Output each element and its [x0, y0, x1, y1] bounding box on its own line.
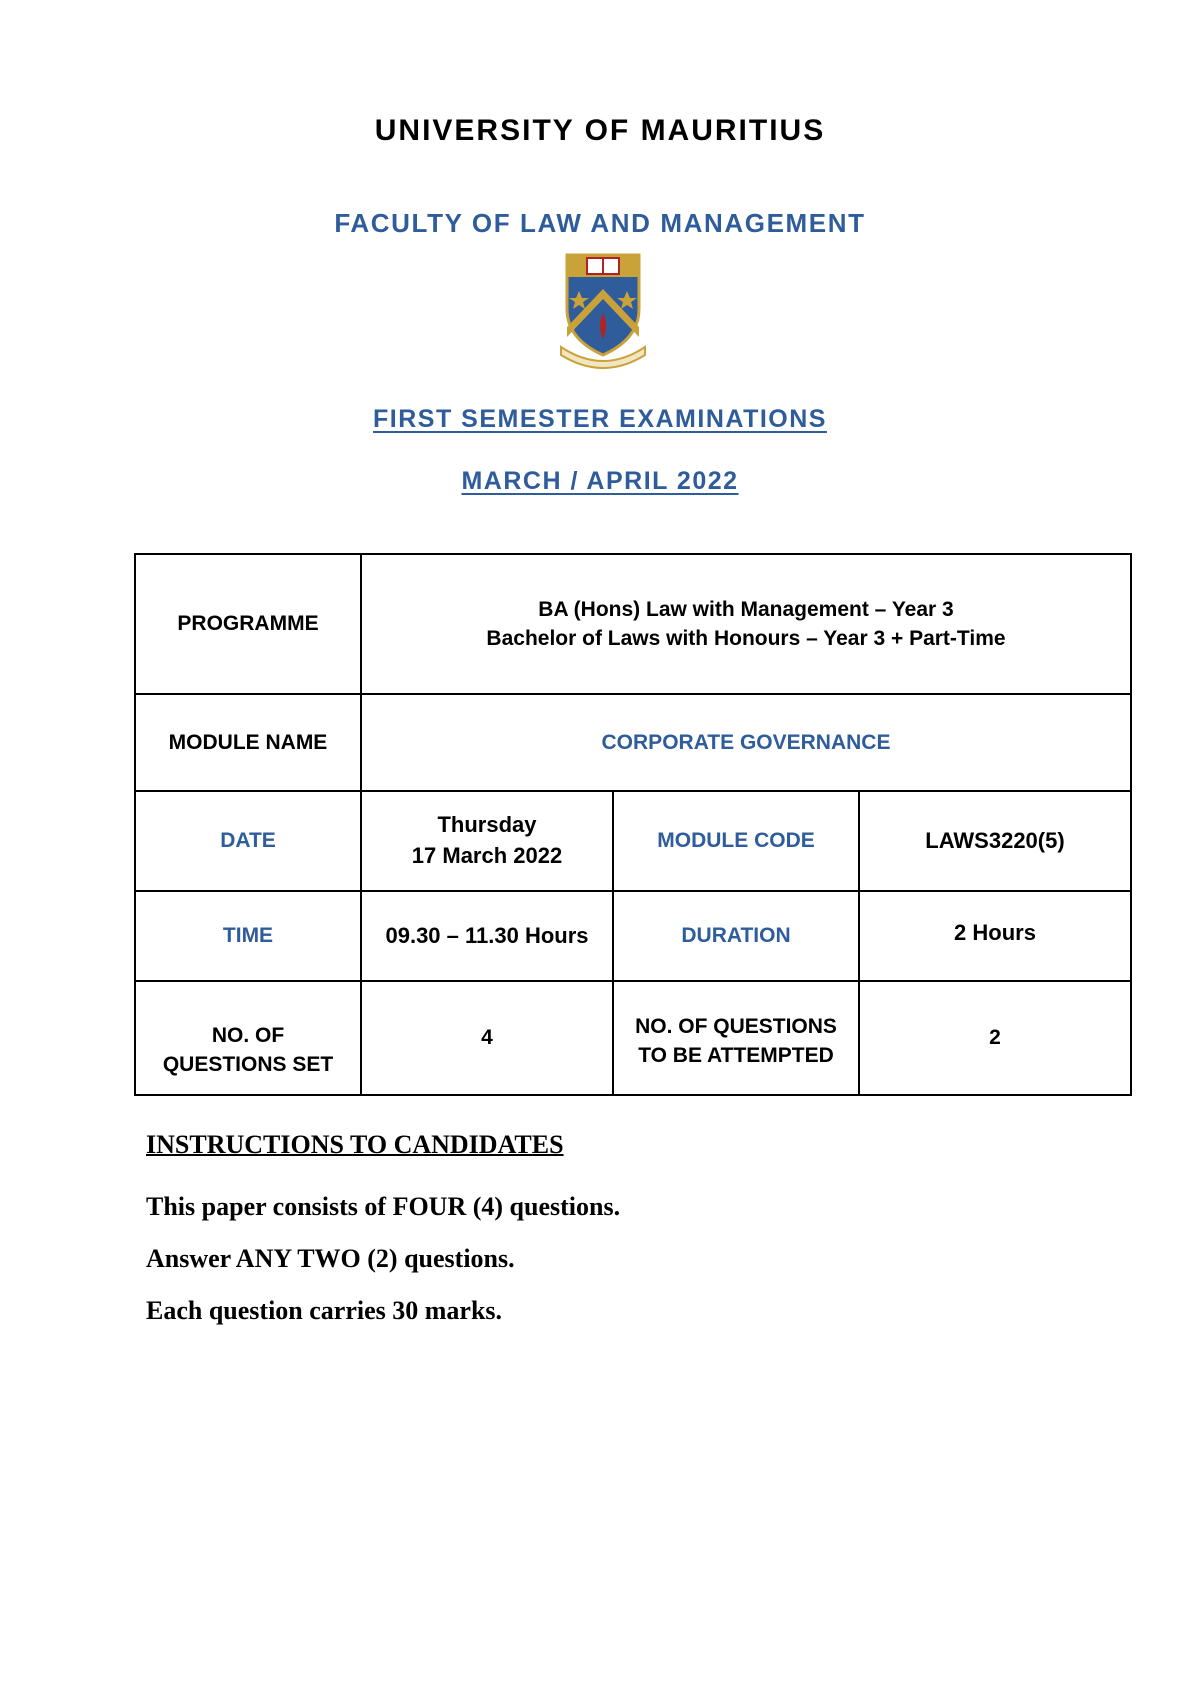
university-title: UNIVERSITY OF MAURITIUS: [374, 114, 826, 147]
instruction-line: Answer ANY TWO (2) questions.: [146, 1244, 515, 1273]
programme-line: Bachelor of Laws with Honours – Year 3 + Part-Time: [486, 627, 1006, 650]
time-row: [135, 891, 1131, 981]
instructions-heading: INSTRUCTIONS TO CANDIDATES: [146, 1130, 564, 1159]
module-name-label: MODULE NAME: [135, 694, 361, 791]
time-value: 09.30 – 11.30 Hours: [361, 891, 613, 981]
module-code-value: LAWS3220(5): [859, 791, 1131, 891]
programme-value: [361, 554, 1131, 694]
module-code-label: MODULE CODE: [613, 791, 859, 891]
exam-info-table: [134, 553, 1132, 1096]
programme-label: PROGRAMME: [135, 554, 361, 694]
instructions-section: [146, 1130, 620, 1348]
date-label: DATE: [135, 791, 361, 891]
questions-attempt-value: 2: [859, 981, 1131, 1095]
instruction-line: This paper consists of FOUR (4) questions.: [146, 1192, 621, 1221]
programme-row: [135, 554, 1131, 694]
questions-set-label: [135, 981, 361, 1095]
questions-row: [135, 981, 1131, 1095]
questions-attempt-label-line: TO BE ATTEMPTED: [638, 1044, 834, 1068]
time-label: TIME: [135, 891, 361, 981]
exam-title: FIRST SEMESTER EXAMINATIONS: [373, 405, 827, 433]
programme-line: BA (Hons) Law with Management – Year 3: [538, 597, 954, 621]
questions-set-value: 4: [361, 981, 613, 1095]
questions-attempt-label-line: NO. OF QUESTIONS: [635, 1015, 837, 1038]
faculty-title: FACULTY OF LAW AND MANAGEMENT: [334, 208, 866, 238]
exam-period: MARCH / APRIL 2022: [461, 467, 739, 495]
duration-value: 2 Hours: [859, 891, 1131, 981]
date-row: [135, 791, 1131, 891]
duration-label: DURATION: [613, 891, 859, 981]
module-name-row: [135, 694, 1131, 791]
instruction-line: Each question carries 30 marks.: [146, 1296, 503, 1325]
date-day: Thursday: [437, 812, 537, 838]
module-name-value: CORPORATE GOVERNANCE: [361, 694, 1131, 791]
questions-set-label-line: QUESTIONS SET: [162, 1053, 334, 1076]
questions-set-label-line: NO. OF: [211, 1023, 285, 1047]
date-value: [361, 791, 613, 891]
date-date: 17 March 2022: [411, 843, 563, 868]
university-crest-icon: [557, 247, 649, 372]
questions-attempt-label: [613, 981, 859, 1095]
